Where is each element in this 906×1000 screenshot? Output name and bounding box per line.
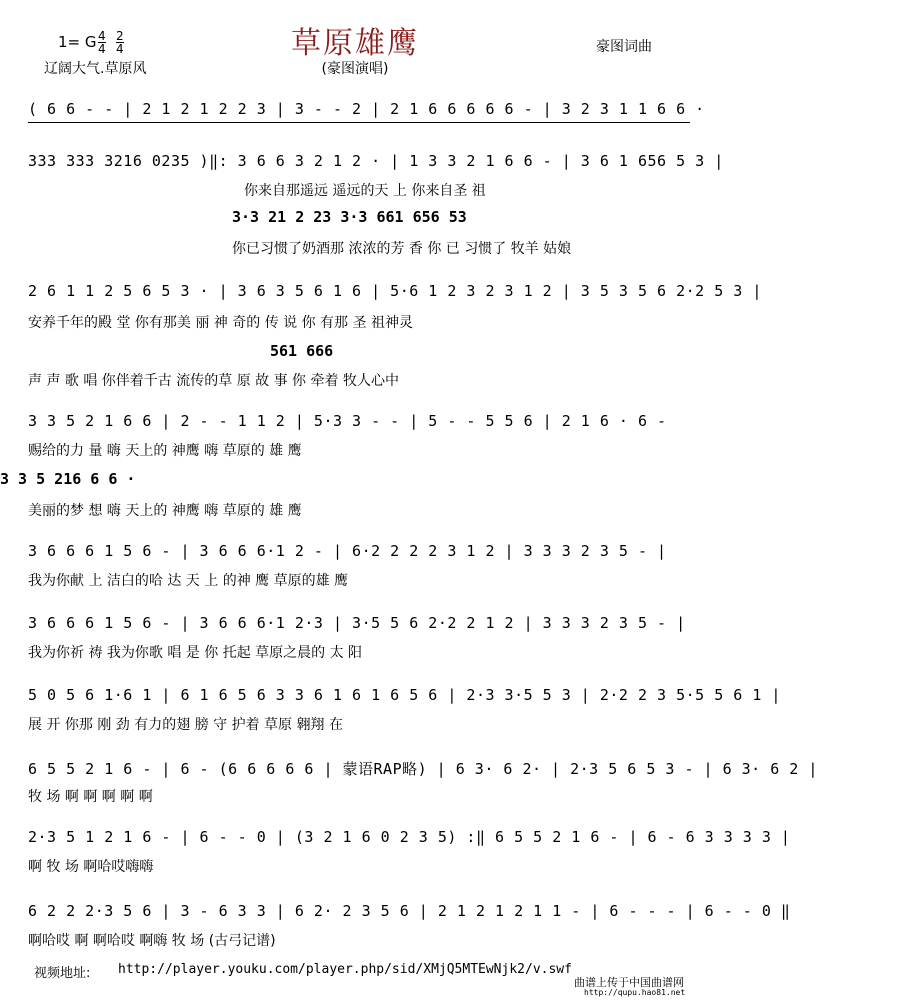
lyric-line-10: 啊哈哎 啊 啊哈哎 啊嗨 牧 场 (古弓记谱) [28, 933, 276, 949]
video-url[interactable]: http://player.youku.com/player.php/sid/XMjQ5MTEwNjk2/v.swf [118, 962, 572, 977]
harmony-line-3: 561 666 [270, 342, 334, 360]
score-line-2: 333 333 3216 0235 )‖: 3 6 6 3 2 1 2 · | 1 3 3 2 1 6 6 - | 3 6 1 656 5 3 | [28, 152, 724, 170]
lyric-line-7: 展 开 你那 刚 劲 有力的翅 膀 守 护着 草原 翱翔 在 [28, 717, 343, 733]
score-line-5: 3 6 6 6 1 5 6 - | 3 6 6 6·1 2 - | 6·2 2 2 2 3 1 2 | 3 3 3 2 3 5 - | [28, 542, 667, 560]
lyric-line-8: 牧 场 啊 啊 啊 啊 啊 [28, 789, 153, 805]
lyric-line-3b: 声 声 歌 唱 你伴着千古 流传的草 原 故 事 你 牵着 牧人心中 [28, 373, 399, 389]
score-line-6: 3 6 6 6 1 5 6 - | 3 6 6 6·1 2·3 | 3·5 5 6 2·2 2 1 2 | 3 3 3 2 3 5 - | [28, 614, 686, 632]
harmony-line-2: 3·3 21 2 23 3·3 661 656 53 [232, 208, 467, 226]
score-line-10: 6 2 2 2·3 5 6 | 3 - 6 3 3 | 6 2· 2 3 5 6 | 2 1 2 1 2 1 1 - | 6 - - - | 6 - - 0 ‖ [28, 902, 791, 920]
score-line-7: 5 0 5 6 1·6 1 | 6 1 6 5 6 3 3 6 1 6 1 6 5 6 | 2·3 3·5 5 3 | 2·2 2 3 5·5 5 6 1 | [28, 686, 781, 704]
upload-note: 曲谱上传于中国曲谱网 [574, 976, 684, 989]
time-sig2-bottom: 4 [116, 42, 124, 56]
time-signature-4-4 [98, 30, 106, 55]
lyric-line-2a: 你来自那遥远 遥远的天 上 你来自圣 祖 [244, 183, 486, 199]
score-line-3: 2 6 1 1 2 5 6 5 3 · | 3 6 3 5 6 1 6 | 5·6 1 2 3 2 3 1 2 | 3 5 3 5 6 2·2 5 3 | [28, 282, 762, 300]
harmony-line-4: 3 3 5 216 6 6 · [0, 470, 136, 488]
lyric-line-9: 啊 牧 场 啊哈哎嗨嗨 [28, 859, 154, 875]
time-sig2-top: 2 [116, 29, 124, 43]
time-signature-2-4 [116, 30, 124, 55]
score-line-4: 3 3 5 2 1 6 6 | 2 - - 1 1 2 | 5·3 3 - - | 5 - - 5 5 6 | 2 1 6 · 6 - [28, 412, 667, 430]
lyric-line-4b: 美丽的梦 想 嗨 天上的 神鹰 嗨 草原的 雄 鹰 [28, 503, 302, 519]
time-sig-bottom: 4 [98, 42, 106, 56]
video-label: 视频地址: [34, 966, 91, 981]
site-watermark: http://qupu.hao81.net [584, 988, 686, 997]
style-note: 辽阔大气.草原风 [44, 61, 147, 77]
score-line-9: 2·3 5 1 2 1 6 - | 6 - - 0 | (3 2 1 6 0 2 3 5) :‖ 6 5 5 2 1 6 - | 6 - 6 3 3 3 3 | [28, 828, 791, 846]
lyric-line-6: 我为你祈 祷 我为你歌 唱 是 你 托起 草原之晨的 太 阳 [28, 645, 363, 661]
lyric-line-2b: 你已习惯了奶酒那 浓浓的芳 香 你 已 习惯了 牧羊 姑娘 [232, 241, 572, 257]
page-title: 草原雄鹰 [291, 26, 419, 61]
singer: (豪图演唱) [321, 61, 389, 77]
composer: 豪图词曲 [596, 39, 652, 55]
lyric-line-4a: 赐给的力 量 嗨 天上的 神鹰 嗨 草原的 雄 鹰 [28, 443, 302, 459]
staff-underline-1 [28, 122, 690, 123]
lyric-line-5: 我为你献 上 洁白的哈 达 天 上 的神 鹰 草原的雄 鹰 [28, 573, 349, 589]
score-line-1: ( 6 6 - - | 2 1 2 1 2 2 3 | 3 - - 2 | 2 1 6 6 6 6 6 - | 3 2 3 1 1 6 6 · [28, 100, 705, 118]
key-signature: 1= G [58, 33, 97, 51]
lyric-line-3a: 安养千年的殿 堂 你有那美 丽 神 奇的 传 说 你 有那 圣 祖神灵 [28, 315, 413, 331]
score-line-8: 6 5 5 2 1 6 - | 6 - (6 6 6 6 6 | 蒙语RAP略) | 6 3· 6 2· | 2·3 5 6 5 3 - | 6 3· 6 2 | [28, 760, 818, 778]
time-sig-top: 4 [98, 29, 106, 43]
